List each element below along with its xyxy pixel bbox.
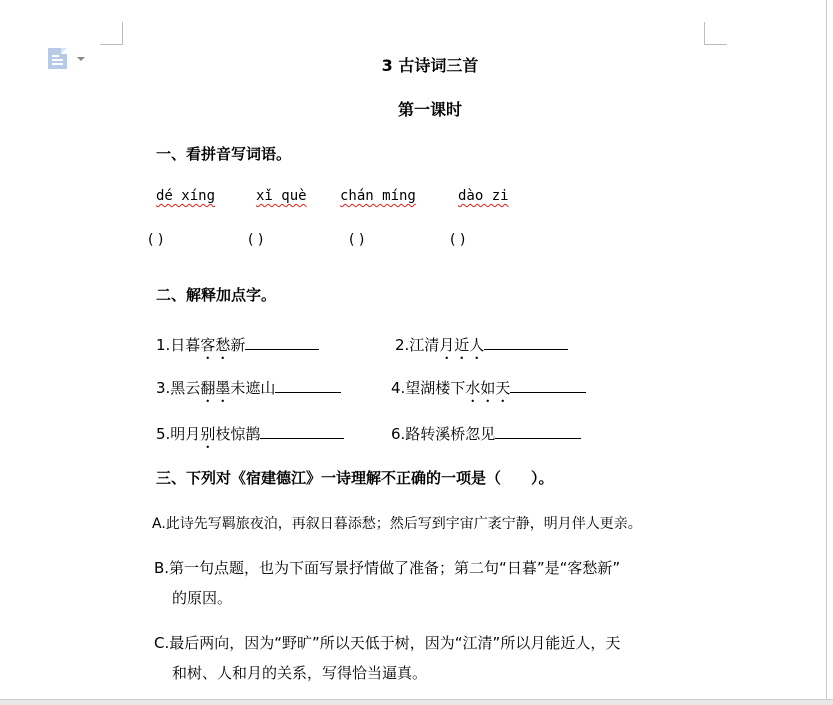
explain-item-4 <box>391 377 586 406</box>
item-text: 5.明月 <box>156 425 201 443</box>
answer-blank[interactable] <box>510 378 586 393</box>
dotted-characters: 别 <box>200 425 216 443</box>
answer-blank[interactable] <box>275 378 341 393</box>
item-text: 枝惊鹊 <box>215 425 261 443</box>
item-text: 6.路转溪桥忽见 <box>391 425 496 443</box>
answer-blank[interactable] <box>245 335 319 350</box>
explain-item-3 <box>156 377 341 406</box>
dotted-characters: 月近人 <box>439 336 485 354</box>
option-a: A.此诗先写羁旅夜泊，再叙日暮添愁；然后写到宇宙广袤宁静，明月伴人更亲。 <box>152 516 642 532</box>
item-text: 未遮山 <box>230 379 276 397</box>
answer-blank[interactable] <box>260 424 344 439</box>
pinyin-3: chán míng <box>340 188 416 204</box>
explain-item-6 <box>391 423 581 444</box>
option-b-line2: 的原因。 <box>172 589 233 607</box>
item-text: 1.日暮 <box>156 336 201 354</box>
answer-bracket-2: ( ) <box>248 232 264 248</box>
answer-blank[interactable] <box>484 335 568 350</box>
pinyin-2: xǐ què <box>256 188 307 204</box>
answer-bracket-1: ( ) <box>148 232 164 248</box>
page-title: 3 古诗词三首 <box>381 56 479 75</box>
explain-item-2 <box>395 334 568 363</box>
horizontal-scrollbar[interactable] <box>0 699 833 705</box>
section2-heading: 二、解释加点字。 <box>156 286 277 304</box>
section3-heading: 三、下列对《宿建德江》一诗理解不正确的一项是（ ）。 <box>156 469 554 487</box>
option-c-line1: C.最后两向，因为“野旷”所以天低于树，因为“江清”所以月能近人，天 <box>154 634 621 652</box>
explain-item-1 <box>156 334 319 363</box>
dotted-characters: 水如天 <box>465 379 511 397</box>
answer-bracket-4: ( ) <box>450 232 466 248</box>
item-text: 3.黑云 <box>156 379 201 397</box>
answer-bracket-3: ( ) <box>349 232 365 248</box>
option-c-line2: 和树、人和月的关系，写得恰当逼真。 <box>172 664 428 682</box>
pinyin-4: dào zi <box>458 188 509 204</box>
dotted-characters: 翻墨 <box>200 379 231 397</box>
section1-heading: 一、看拼音写词语。 <box>156 145 292 163</box>
crop-mark-top-left <box>100 22 123 45</box>
explain-item-5 <box>156 423 344 452</box>
item-text: 4.望湖楼下 <box>391 379 466 397</box>
page-subtitle: 第一课时 <box>397 100 462 119</box>
pinyin-1: dé xíng <box>156 188 216 204</box>
answer-blank[interactable] <box>495 424 581 439</box>
dotted-characters: 客愁 <box>200 336 231 354</box>
option-b-line1: B.第一句点题，也为下面写景抒情做了准备；第二句“日暮”是“客愁新” <box>154 559 621 577</box>
item-text: 新 <box>230 336 246 354</box>
crop-mark-top-right <box>704 22 727 45</box>
item-text: 2.江清 <box>395 336 440 354</box>
